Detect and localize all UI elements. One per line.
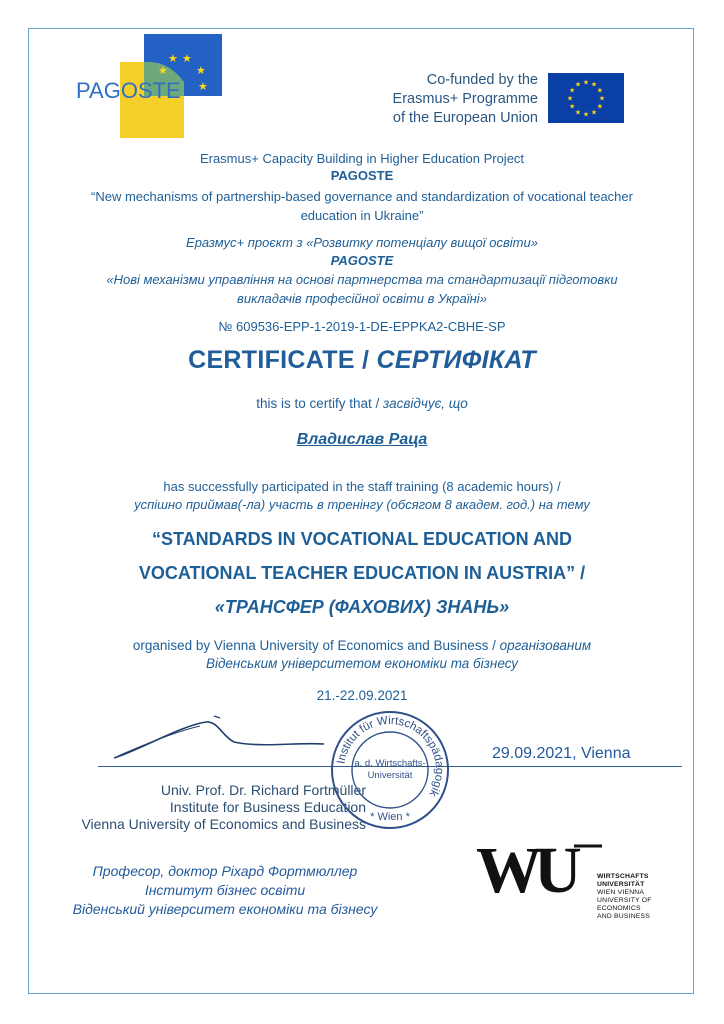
stamp-center-line2: Universität <box>367 770 413 781</box>
stamp-center-line1: a. d. Wirtschafts- <box>354 758 426 769</box>
eu-star: ★ <box>574 108 582 117</box>
training-topic-line1: “STANDARDS IN VOCATIONAL EDUCATION AND <box>152 529 572 549</box>
signatory-university-uk: Віденський університет економіки та бізнесу <box>72 901 378 917</box>
svg-text:★: ★ <box>196 64 206 77</box>
signatory-name-en: Univ. Prof. Dr. Richard Fortmüller <box>160 782 366 798</box>
eu-star: ★ <box>582 110 590 119</box>
project-type-uk: Еразмус+ проєкт з «Розвитку потенціалу вищої освіти» <box>186 235 538 250</box>
pagoste-logo <box>72 34 224 138</box>
eu-star: ★ <box>596 102 604 111</box>
eu-flag-icon <box>548 73 624 123</box>
eu-star: ★ <box>574 80 582 89</box>
stamp-bottom: * Wien * <box>370 811 410 823</box>
eu-star: ★ <box>590 108 598 117</box>
signature-drawing <box>110 712 330 768</box>
signatory-name-uk: Професор, доктор Ріхард Фортмюллер <box>92 863 358 879</box>
certificate-title <box>40 346 684 375</box>
signatory-institute-uk: Інститут бізнес освіти <box>144 882 306 898</box>
stamp-ring-text: Institut für Wirtschaftspädagogik <box>335 714 446 799</box>
certify-en: this is to certify that / <box>256 396 383 411</box>
project-title-uk: «Нові механізми управління на основі партнерства та стандартизації підготовки викладачів професійної освіти в Україні» <box>106 272 618 306</box>
official-stamp <box>326 708 454 832</box>
eu-star: ★ <box>596 86 604 95</box>
organiser-line1 <box>40 638 684 653</box>
organiser-en: organised by Vienna University of Economics and Business / <box>132 638 500 653</box>
project-title-en: “New mechanisms of partnership-based governance and standardization of vocational teacher education in Ukraine” <box>91 189 633 223</box>
cofunded-label: Co-funded by the Erasmus+ Programme of the European Union <box>392 72 538 126</box>
svg-text:★: ★ <box>198 80 208 93</box>
eu-star: ★ <box>598 94 606 103</box>
svg-text:★: ★ <box>168 52 178 65</box>
wu-text: WIRTSCHAFTS UNIVERSITÄT WIEN VIENNA UNIVERSITY OF ECONOMICS AND BUSINESS <box>597 873 652 920</box>
participation-uk: успішно приймав(-ла) участь в тренінгу (обсягом 8 академ. год.) на тему <box>134 497 590 512</box>
wu-mark: WU <box>476 838 574 907</box>
eu-star: ★ <box>568 102 576 111</box>
organiser-uk-b: Віденським університетом економіки та бізнесу <box>205 656 519 671</box>
recipient-name: Владислав Раца <box>296 431 428 448</box>
svg-text:★: ★ <box>182 52 192 65</box>
project-type-en: Erasmus+ Capacity Building in Higher Education Project <box>199 151 525 166</box>
signatory-en <box>78 782 366 833</box>
signatory-institute-en: Institute for Business Education <box>169 799 366 815</box>
title-uk: СЕРТИФІКАТ <box>376 346 536 374</box>
project-number: № 609536-EPP-1-2019-1-DE-EPPKA2-CBHE-SP <box>218 319 506 334</box>
signatory-university-en: Vienna University of Economics and Business <box>81 816 366 832</box>
eu-star: ★ <box>590 80 598 89</box>
organiser-uk-a: організованим <box>499 638 592 653</box>
project-acronym-uk: PAGOSTE <box>330 253 394 268</box>
signatory-uk <box>40 862 410 919</box>
eu-star: ★ <box>582 78 590 87</box>
training-dates: 21.-22.09.2021 <box>316 688 408 703</box>
training-topic-uk: «ТРАНСФЕР (ФАХОВИХ) ЗНАНЬ» <box>214 597 510 617</box>
svg-text:★: ★ <box>158 64 168 77</box>
pagoste-wordmark: PAGOSTE <box>76 78 181 103</box>
eu-star: ★ <box>568 86 576 95</box>
title-en: CERTIFICATE / <box>188 346 377 374</box>
project-acronym-en: PAGOSTE <box>330 168 394 183</box>
participation-en: has successfully participated in the staff training (8 academic hours) / <box>163 479 561 494</box>
eu-star: ★ <box>566 94 574 103</box>
certify-uk: засвідчує, що <box>382 396 468 411</box>
training-topic-line2: VOCATIONAL TEACHER EDUCATION IN AUSTRIA” / <box>138 563 586 583</box>
certify-line <box>40 396 684 411</box>
signing-date-place: 29.09.2021, Vienna <box>492 745 631 762</box>
